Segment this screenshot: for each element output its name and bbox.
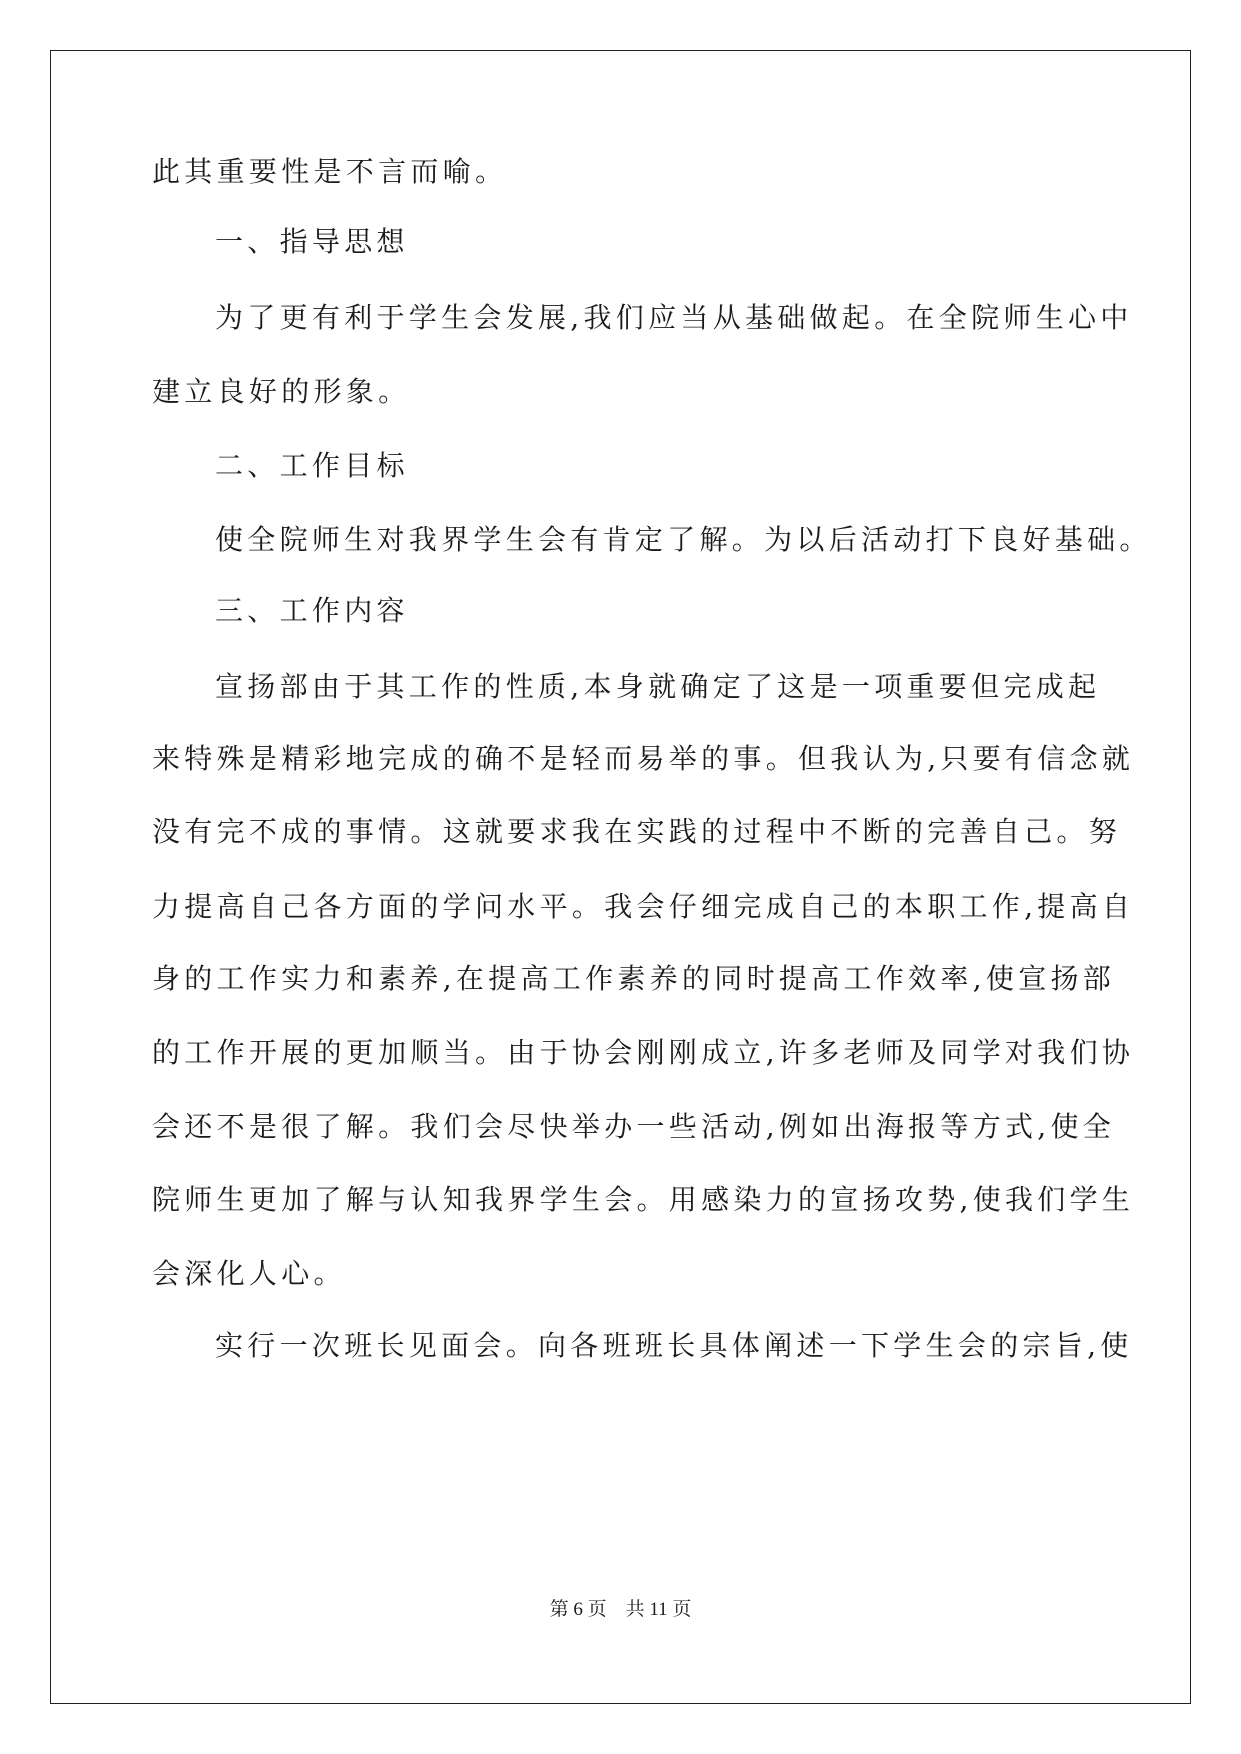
body-text-line: 的工作开展的更加顺当。由于协会刚刚成立,许多老师及同学对我们协 — [152, 1036, 1135, 1069]
body-text-line: 会还不是很了解。我们会尽快举办一些活动,例如出海报等方式,使全 — [152, 1110, 1116, 1143]
body-text-line: 为了更有利于学生会发展,我们应当从基础做起。在全院师生心中 — [215, 301, 1133, 334]
body-text-line: 使全院师生对我界学生会有肯定了解。为以后活动打下良好基础。 — [215, 523, 1152, 556]
section-heading-work-goal: 二、工作目标 — [215, 449, 409, 482]
body-text-line: 身的工作实力和素养,在提高工作素养的同时提高工作效率,使宣扬部 — [152, 962, 1116, 995]
body-text-line: 此其重要性是不言而喻。 — [152, 155, 508, 188]
body-text-line: 实行一次班长见面会。向各班班长具体阐述一下学生会的宗旨,使 — [215, 1329, 1133, 1362]
body-text-line: 院师生更加了解与认知我界学生会。用感染力的宣扬攻势,使我们学生 — [152, 1183, 1135, 1216]
body-text-line: 没有完不成的事情。这就要求我在实践的过程中不断的完善自己。努 — [152, 815, 1122, 848]
body-text-line: 建立良好的形象。 — [152, 375, 411, 408]
page-number-footer: 第 6 页 共 11 页 — [549, 1599, 692, 1620]
section-heading-guiding-thought: 一、指导思想 — [215, 225, 409, 258]
body-text-line: 来特殊是精彩地完成的确不是轻而易举的事。但我认为,只要有信念就 — [152, 742, 1135, 775]
body-text-line: 会深化人心。 — [152, 1257, 346, 1290]
body-text-line: 宣扬部由于其工作的性质,本身就确定了这是一项重要但完成起 — [215, 670, 1101, 703]
body-text-line: 力提高自己各方面的学问水平。我会仔细完成自己的本职工作,提高自 — [152, 890, 1135, 923]
section-heading-work-content: 三、工作内容 — [215, 594, 409, 627]
